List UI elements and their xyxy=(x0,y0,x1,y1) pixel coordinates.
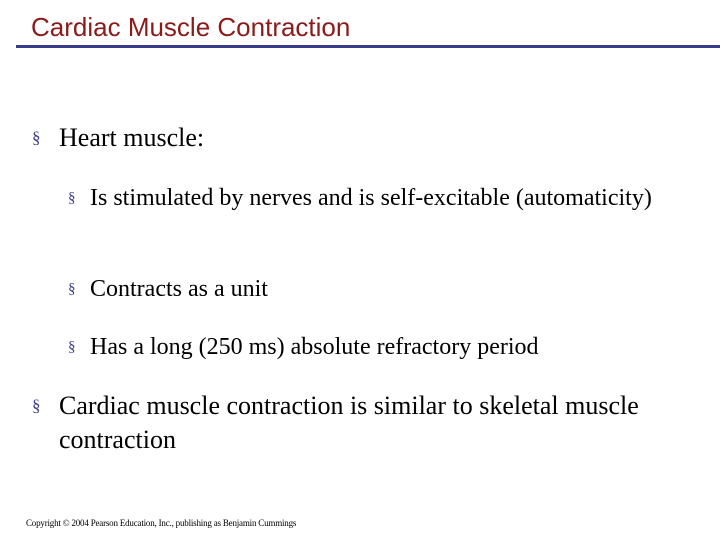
bullet-text: Heart muscle: xyxy=(59,123,205,152)
bullet-marker: § xyxy=(68,339,76,355)
sub-bullet-refractory xyxy=(68,330,688,364)
bullet-marker: § xyxy=(68,281,76,297)
bullet-text: Contracts as a unit xyxy=(90,276,268,302)
copyright-notice: Copyright © 2004 Pearson Education, Inc., publishing as Benjamin Cummings xyxy=(26,518,297,528)
sub-bullet-stimulated xyxy=(68,181,688,215)
bullet-marker: § xyxy=(68,190,76,206)
bullet-text: Is stimulated by nerves and is self-excitable (automaticity) xyxy=(90,185,652,211)
bullet-text: Has a long (250 ms) absolute refractory period xyxy=(90,334,539,360)
bullet-heart-muscle xyxy=(32,121,692,155)
title-underline xyxy=(16,45,720,48)
bullet-text: Cardiac muscle contraction is similar to skeletal muscle contraction xyxy=(59,391,639,454)
bullet-similar-to-skeletal xyxy=(32,389,692,457)
sub-bullet-contracts xyxy=(68,272,688,306)
bullet-marker: § xyxy=(32,396,41,415)
slide-title: Cardiac Muscle Contraction xyxy=(31,12,351,42)
bullet-marker: § xyxy=(32,128,41,147)
